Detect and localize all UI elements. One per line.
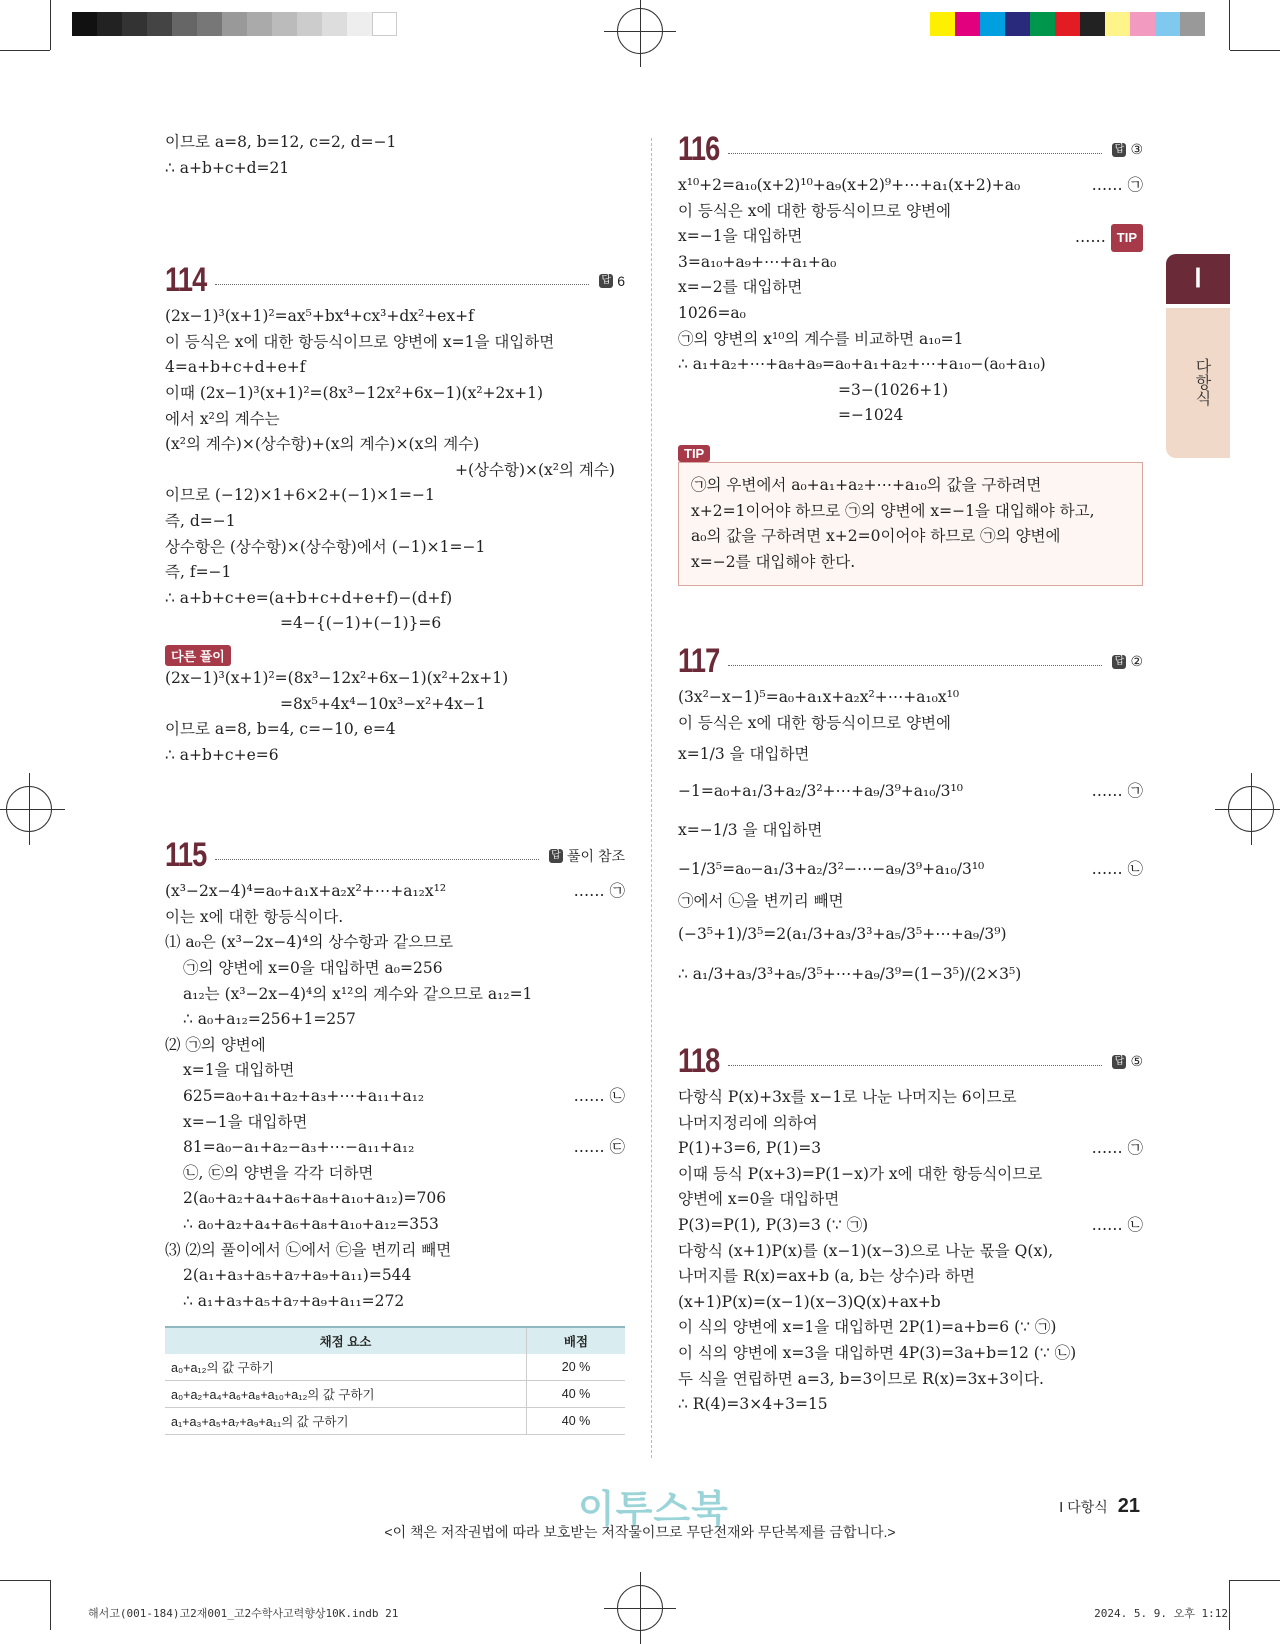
problem-header-115 bbox=[165, 836, 625, 875]
text-line: ∴ R(4)=3×4+3=15 bbox=[678, 1395, 828, 1414]
text-line: x=−1을 대입하면 …… TIP bbox=[678, 224, 1143, 250]
text-line: (−3⁵+1)/3⁵=2(a₁/3+a₃/3³+a₅/3⁵+⋯+a₉/3⁹) bbox=[678, 925, 1007, 944]
text-line: ∴ a₁+a₃+a₅+a₇+a₉+a₁₁=272 bbox=[183, 1291, 405, 1310]
text-line: ∴ a₁/3+a₃/3³+a₅/3⁵+⋯+a₉/3⁹=(1−3⁵)/(2×3⁵) bbox=[678, 965, 1022, 984]
color-bar bbox=[930, 12, 1205, 36]
answer bbox=[549, 846, 625, 866]
text-line: ∴ a₁+a₂+⋯+a₈+a₉=a₀+a₁+a₂+⋯+a₁₀−(a₀+a₁₀) bbox=[678, 355, 1046, 374]
answer-value: ② bbox=[1130, 653, 1143, 670]
tip-box bbox=[678, 462, 1143, 586]
problem-header-116 bbox=[678, 130, 1143, 169]
text-line: 다항식 P(x)+3x를 x−1로 나눈 나머지는 6이므로 bbox=[678, 1088, 1017, 1107]
leader-dots bbox=[215, 283, 589, 285]
text-line: 2(a₁+a₃+a₅+a₇+a₉+a₁₁)=544 bbox=[183, 1266, 412, 1285]
text-line: 이 등식은 x에 대한 항등식이므로 양변에 bbox=[678, 201, 951, 220]
problem-header-117 bbox=[678, 642, 1143, 681]
text-line: P(3)=P(1), P(3)=3 (∵ ㉠) …… ㉡ bbox=[678, 1216, 1143, 1235]
problem-number: 114 bbox=[165, 261, 207, 300]
text-line: (x²의 계수)×(상수항)+(x의 계수)×(x의 계수) bbox=[165, 435, 480, 454]
text-line: ㉡, ㉢의 양변을 각각 더하면 bbox=[183, 1163, 374, 1182]
problem-header-114 bbox=[165, 261, 625, 300]
text-line: 이 식의 양변에 x=3을 대입하면 4P(3)=3a+b=12 (∵ ㉡) bbox=[678, 1344, 1077, 1363]
left-column bbox=[165, 130, 625, 1435]
crop-mark bbox=[1229, 0, 1230, 50]
table-row: a₁+a₃+a₅+a₇+a₉+a₁₁의 값 구하기 40 % bbox=[165, 1408, 625, 1435]
text-line: =8x⁵+4x⁴−10x³−x²+4x−1 bbox=[280, 694, 486, 713]
answer-value: 풀이 참조 bbox=[567, 847, 625, 864]
registration-mark-bottom bbox=[617, 1585, 663, 1631]
text-line: 이때 (2x−1)³(x+1)²=(8x³−12x²+6x−1)(x²+2x+1) bbox=[165, 383, 544, 402]
text-line: ∴ a+b+c+e=(a+b+c+d+e+f)−(d+f) bbox=[165, 588, 453, 607]
text-line: 이므로 a=8, b=12, c=2, d=−1 bbox=[165, 133, 397, 151]
text-line: ㉠의 양변의 x¹⁰의 계수를 비교하면 a₁₀=1 bbox=[678, 329, 964, 348]
answer-icon: 답 bbox=[549, 849, 563, 863]
text-line: P(1)+3=6, P(1)=3 …… ㉠ bbox=[678, 1139, 1143, 1158]
problem-header-118 bbox=[678, 1042, 1143, 1081]
table-header: 채점 요소 bbox=[165, 1327, 527, 1354]
problem-number: 115 bbox=[165, 836, 207, 875]
column-divider bbox=[651, 138, 652, 1458]
leader-dots bbox=[215, 858, 539, 860]
tip-line: x+2=1이어야 하므로 ㉠의 양변에 x=−1을 대입해야 하고, bbox=[691, 501, 1095, 520]
tip-label: TIP bbox=[678, 445, 710, 462]
text-line: 나머지정리에 의하여 bbox=[678, 1113, 818, 1132]
crop-mark bbox=[1230, 1580, 1280, 1581]
crop-mark bbox=[0, 50, 50, 51]
answer-value: 6 bbox=[617, 272, 625, 289]
grayscale-bar bbox=[72, 12, 397, 36]
crop-mark bbox=[1230, 50, 1280, 51]
text-line: 이때 등식 P(x+3)=P(1−x)가 x에 대한 항등식이므로 bbox=[678, 1164, 1043, 1183]
text-line: 이는 x에 대한 항등식이다. bbox=[165, 907, 344, 926]
chapter-tab bbox=[1166, 308, 1230, 458]
text-line: 이므로 a=8, b=4, c=−10, e=4 bbox=[165, 720, 396, 739]
text-line: ⑶ ⑵의 풀이에서 ㉡에서 ㉢을 변끼리 빼면 bbox=[165, 1240, 452, 1259]
text-line: 1026=a₀ bbox=[678, 303, 746, 322]
text-line: =4−{(−1)+(−1)}=6 bbox=[280, 614, 442, 633]
answer-icon: 답 bbox=[1112, 1055, 1126, 1069]
copyright-notice: <이 책은 저작권법에 따라 보호받는 저작물이므로 무단전재와 무단복제를 금합니다.> bbox=[384, 1524, 896, 1540]
text-line: x=−1/3 을 대입하면 bbox=[678, 820, 823, 839]
text-line: −1=a₀+a₁/3+a₂/3²+⋯+a₉/3⁹+a₁₀/3¹⁰ …… ㉠ bbox=[678, 781, 1143, 800]
text-line: ⑵ ㉠의 양변에 bbox=[165, 1035, 266, 1054]
text-line: 625=a₀+a₁+a₂+a₃+⋯+a₁₁+a₁₂ …… ㉡ bbox=[183, 1087, 625, 1106]
text-line: 이 등식은 x에 대한 항등식이므로 양변에 x=1을 대입하면 bbox=[165, 332, 555, 351]
answer-icon: 답 bbox=[1112, 655, 1126, 669]
page-footer bbox=[1059, 1495, 1140, 1518]
tip-line: x=−2를 대입해야 한다. bbox=[691, 552, 856, 571]
table-row: a₀+a₂+a₄+a₆+a₈+a₁₀+a₁₂의 값 구하기 40 % bbox=[165, 1381, 625, 1408]
text-line: x=1을 대입하면 bbox=[183, 1061, 295, 1080]
text-line: =3−(1026+1) bbox=[838, 380, 949, 399]
text-line: 이 식의 양변에 x=1을 대입하면 2P(1)=a+b=6 (∵ ㉠) bbox=[678, 1318, 1057, 1337]
problem-number: 118 bbox=[678, 1042, 720, 1081]
text-line: ∴ a+b+c+d=21 bbox=[165, 158, 290, 177]
right-column bbox=[678, 130, 1143, 1418]
chapter-tab-label: 다항식 bbox=[1193, 358, 1210, 406]
crop-mark bbox=[50, 1580, 51, 1630]
scoring-table bbox=[165, 1326, 625, 1435]
print-date: 2024. 5. 9. 오후 1:12 bbox=[1094, 1607, 1228, 1620]
registration-mark-left bbox=[6, 786, 52, 832]
problem-number: 117 bbox=[678, 642, 720, 681]
text-line: x=−2를 대입하면 bbox=[678, 278, 803, 297]
answer bbox=[599, 273, 625, 289]
text-line: (3x²−x−1)⁵=a₀+a₁x+a₂x²+⋯+a₁₀x¹⁰ bbox=[678, 688, 960, 707]
tip-line: a₀의 값을 구하려면 x+2=0이어야 하므로 ㉠의 양변에 bbox=[691, 527, 1061, 546]
answer bbox=[1112, 653, 1143, 670]
file-slug: 해서고(001-184)고2재001_고2수학사고력향상10K.indb 21 bbox=[88, 1607, 399, 1620]
text-line: 이 등식은 x에 대한 항등식이므로 양변에 bbox=[678, 713, 951, 732]
table-row: a₀+a₁₂의 값 구하기 20 % bbox=[165, 1354, 625, 1381]
leader-dots bbox=[728, 664, 1102, 666]
tip-line: ㉠의 우변에서 a₀+a₁+a₂+⋯+a₁₀의 값을 구하려면 bbox=[691, 475, 1042, 494]
text-line: 4=a+b+c+d+e+f bbox=[165, 358, 306, 377]
text-line: 두 식을 연립하면 a=3, b=3이므로 R(x)=3x+3이다. bbox=[678, 1369, 1044, 1388]
answer bbox=[1112, 1053, 1143, 1070]
answer bbox=[1112, 141, 1143, 158]
text-line: (x+1)P(x)=(x−1)(x−3)Q(x)+ax+b bbox=[678, 1292, 941, 1311]
text-line: 즉, d=−1 bbox=[165, 511, 236, 530]
leader-dots bbox=[728, 152, 1102, 154]
page-number: 21 bbox=[1117, 1495, 1140, 1517]
table-header: 배점 bbox=[527, 1327, 626, 1354]
text-line: 다항식 (x+1)P(x)를 (x−1)(x−3)으로 나눈 몫을 Q(x), bbox=[678, 1241, 1054, 1260]
text-line: =−1024 bbox=[838, 406, 904, 425]
alt-solution-badge: 다른 풀이 bbox=[165, 645, 231, 666]
text-line: 상수항은 (상수항)×(상수항)에서 (−1)×1=−1 bbox=[165, 537, 486, 556]
publisher-logo: 이투스북 bbox=[578, 1489, 729, 1531]
text-line: −1/3⁵=a₀−a₁/3+a₂/3²−⋯−a₉/3⁹+a₁₀/3¹⁰ …… ㉡ bbox=[678, 859, 1143, 878]
text-line: (2x−1)³(x+1)²=(8x³−12x²+6x−1)(x²+2x+1) bbox=[165, 668, 509, 687]
answer-value: ⑤ bbox=[1130, 1053, 1143, 1070]
text-line: 양변에 x=0을 대입하면 bbox=[678, 1190, 840, 1209]
text-line: x¹⁰+2=a₁₀(x+2)¹⁰+a₉(x+2)⁹+⋯+a₁(x+2)+a₀ …… ㉠ bbox=[678, 176, 1143, 194]
crop-mark bbox=[50, 0, 51, 50]
text-line: 나머지를 R(x)=ax+b (a, b는 상수)라 하면 bbox=[678, 1267, 975, 1286]
text-line: (x³−2x−4)⁴=a₀+a₁x+a₂x²+⋯+a₁₂x¹² …… ㉠ bbox=[165, 882, 625, 901]
text-line: ∴ a₀+a₂+a₄+a₆+a₈+a₁₀+a₁₂=353 bbox=[183, 1215, 439, 1233]
crop-mark bbox=[1229, 1580, 1230, 1630]
section-label: Ⅰ 다항식 bbox=[1059, 1499, 1108, 1515]
text-line: ㉠의 양변에 x=0을 대입하면 a₀=256 bbox=[183, 959, 443, 978]
answer-value: ③ bbox=[1130, 141, 1143, 157]
leader-dots bbox=[728, 1064, 1102, 1066]
registration-mark-top bbox=[617, 8, 663, 54]
answer-icon: 답 bbox=[599, 274, 613, 288]
answer-icon: 답 bbox=[1112, 143, 1126, 157]
registration-mark-right bbox=[1228, 786, 1274, 832]
text-line: +(상수항)×(x²의 계수) bbox=[455, 460, 615, 479]
text-line: ⑴ a₀은 (x³−2x−4)⁴의 상수항과 같으므로 bbox=[165, 933, 454, 952]
text-line: x=−1을 대입하면 bbox=[183, 1112, 308, 1131]
text-line: a₁₂는 (x³−2x−4)⁴의 x¹²의 계수와 같으므로 a₁₂=1 bbox=[183, 984, 533, 1003]
text-line: ∴ a₀+a₁₂=256+1=257 bbox=[183, 1010, 356, 1029]
tip-badge: TIP bbox=[1111, 224, 1143, 252]
text-line: ∴ a+b+c+e=6 bbox=[165, 745, 279, 764]
crop-mark bbox=[0, 1580, 50, 1581]
text-line: ㉠에서 ㉡을 변끼리 빼면 bbox=[678, 891, 844, 910]
text-line: 2(a₀+a₂+a₄+a₆+a₈+a₁₀+a₁₂)=706 bbox=[183, 1189, 447, 1208]
text-line: 3=a₁₀+a₉+⋯+a₁+a₀ bbox=[678, 252, 837, 271]
text-line: x=1/3 을 대입하면 bbox=[678, 744, 810, 763]
text-line: 에서 x²의 계수는 bbox=[165, 409, 280, 428]
text-line: 즉, f=−1 bbox=[165, 563, 232, 582]
problem-number: 116 bbox=[678, 130, 720, 168]
chapter-tab-roman: Ⅰ bbox=[1166, 254, 1230, 304]
text-line: 이므로 (−12)×1+6×2+(−1)×1=−1 bbox=[165, 486, 435, 505]
text-line: 81=a₀−a₁+a₂−a₃+⋯−a₁₁+a₁₂ …… ㉢ bbox=[183, 1138, 625, 1157]
text-line: (2x−1)³(x+1)²=ax⁵+bx⁴+cx³+dx²+ex+f bbox=[165, 307, 474, 326]
